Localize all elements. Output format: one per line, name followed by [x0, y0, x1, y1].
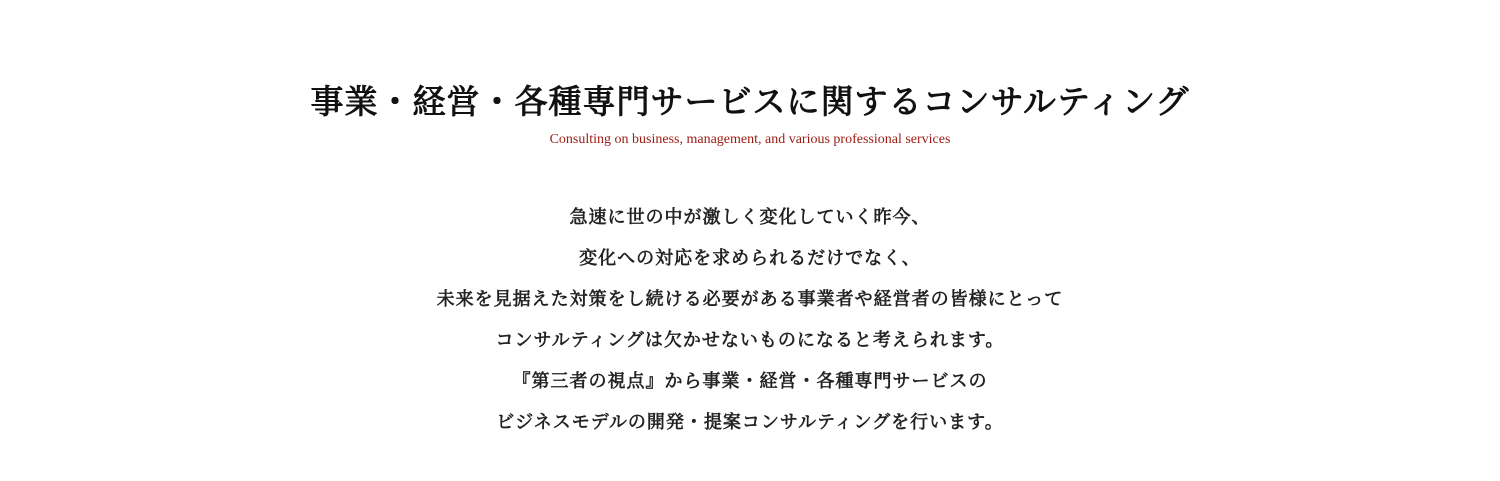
description-line: コンサルティングは欠かせないものになると考えられます。	[495, 330, 1005, 351]
description-line: ビジネスモデルの開発・提案コンサルティングを行います。	[496, 412, 1004, 433]
description-line: 『第三者の視点』から事業・経営・各種専門サービスの	[512, 371, 988, 392]
section-title: 事業・経営・各種専門サービスに関するコンサルティング	[310, 82, 1190, 121]
description-line: 未来を見据えた対策をし続ける必要がある事業者や経営者の皆様にとって	[436, 289, 1064, 310]
description-line: 変化への対応を求められるだけでなく、	[579, 248, 921, 269]
description-line: 急速に世の中が激しく変化していく昨今、	[569, 207, 931, 228]
description-text	[0, 197, 1500, 443]
section-subtitle: Consulting on business, management, and various professional services	[549, 132, 951, 147]
